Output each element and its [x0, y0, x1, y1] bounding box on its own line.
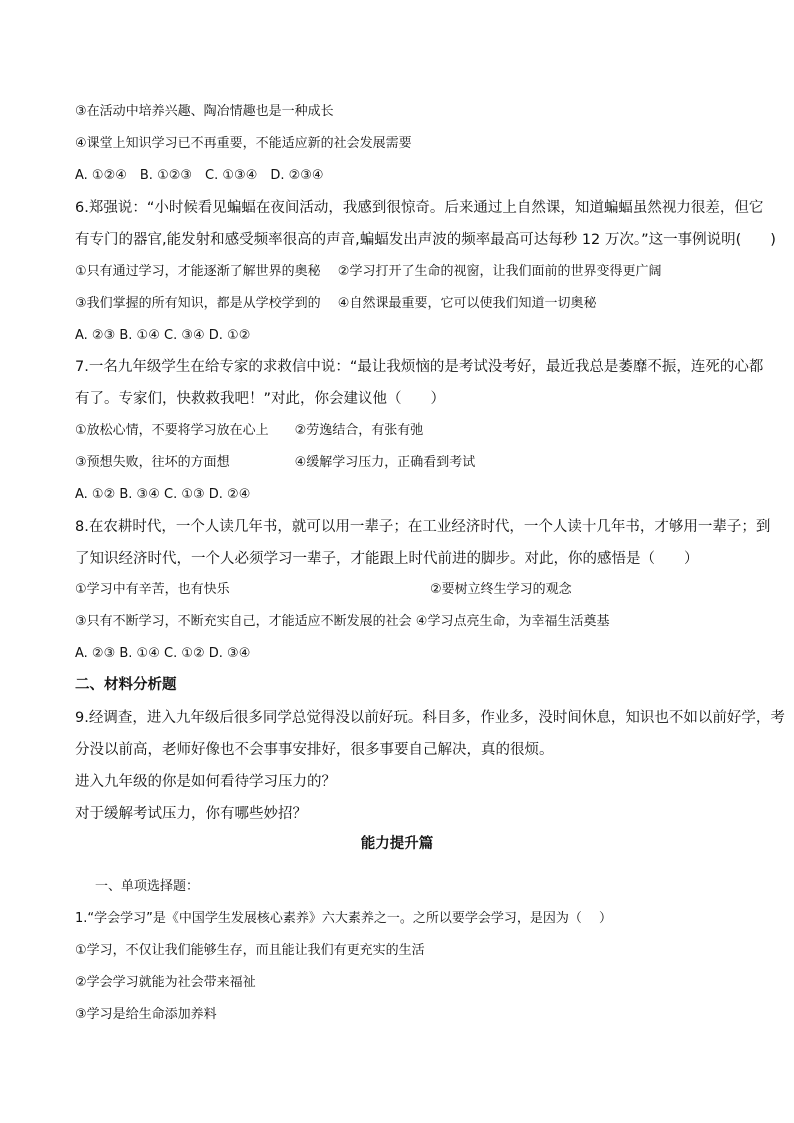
- question-8-line-1: 8.在农耕时代，一个人读几年书，就可以用一辈子；在工业经济时代，一个人读十几年书，才够用一辈子；到: [75, 519, 771, 535]
- option-line-3: ③在活动中培养兴趣、陶冶情趣也是一种成长: [75, 104, 334, 119]
- section-heading-material-analysis: 二、材料分析题: [75, 677, 177, 693]
- section-heading-single-choice: 一、单项选择题：: [95, 879, 200, 894]
- question-8-line-2: 了知识经济时代，一个人必须学习一辈子，才能跟上时代前进的脚步。对此，你的感悟是（ ）: [75, 551, 699, 567]
- question-8-options-3-4: ③只有不断学习，不断充实自己，才能适应不断发展的社会 ④学习点亮生命，为幸福生活奠基: [75, 614, 610, 629]
- question-9-sub-2: 对于缓解考试压力，你有哪些妙招？: [75, 806, 307, 822]
- section-title-ability-improvement: 能力提升篇: [360, 836, 434, 852]
- question-1-stem: 1.“学会学习”是《中国学生发展核心素养》六大素养之一。之所以要学会学习，是因为（ ）: [75, 911, 613, 926]
- question-6-options-3-4: ③我们掌握的所有知识，都是从学校学到的 ④自然课最重要，它可以使我们知道一切奥秘: [75, 296, 597, 311]
- question-7-options-1-2: ①放松心情，不要将学习放在心上 ②劳逸结合，有张有弛: [75, 423, 424, 438]
- question-9-line-2: 分没以前高，老师好像也不会事事安排好，很多事要自己解决，真的很烦。: [75, 742, 554, 758]
- question-7-line-1: 7.一名九年级学生在给专家的求救信中说：“最让我烦恼的是考试没考好，最近我总是萎靡不振，连死的心都: [75, 359, 764, 375]
- answer-choices-q8: A. ②③ B. ①④ C. ①② D. ③④: [75, 646, 251, 661]
- question-8-option-1: ①学习中有辛苦，也有快乐: [75, 582, 230, 597]
- question-6-options-1-2: ①只有通过学习，才能逐渐了解世界的奥秘 ②学习打开了生命的视窗，让我们面前的世界变得更广阔: [75, 264, 662, 279]
- answer-choices-q5: A. ①②④ B. ①②③ C. ①③④ D. ②③④: [75, 168, 324, 183]
- answer-choices-q7: A. ①② B. ③④ C. ①③ D. ②④: [75, 487, 251, 502]
- answer-choices-q6: A. ②③ B. ①④ C. ③④ D. ①②: [75, 328, 251, 343]
- question-7-line-2: 有了。专家们，快救救我吧！”对此，你会建议他（ ）: [75, 391, 446, 407]
- question-6-line-2: 有专门的器官,能发射和感受频率很高的声音,蝙蝠发出声波的频率最高可达每秒 12 万次。”这一事例说明( ): [75, 232, 776, 248]
- question-1-option-2: ②学会学习就能为社会带来福祉: [75, 975, 256, 990]
- question-9-line-1: 9.经调查，进入九年级后很多同学总觉得没以前好玩。科目多，作业多，没时间休息，知识也不如以前好学，考: [75, 710, 785, 726]
- question-1-option-1: ①学习，不仅让我们能够生存，而且能让我们有更充实的生活: [75, 943, 425, 958]
- question-9-sub-1: 进入九年级的你是如何看待学习压力的？: [75, 774, 336, 790]
- question-1-option-3: ③学习是给生命添加养料: [75, 1007, 217, 1022]
- question-6-line-1: 6.郑强说：“小时候看见蝙蝠在夜间活动，我感到很惊奇。后来通过上自然课，知道蝙蝠虽然视力很差，但它: [75, 200, 764, 216]
- question-8-option-2: ②要树立终生学习的观念: [430, 582, 572, 597]
- option-line-4: ④课堂上知识学习已不再重要，不能适应新的社会发展需要: [75, 136, 412, 151]
- question-7-options-3-4: ③预想失败，往坏的方面想 ④缓解学习压力，正确看到考试: [75, 455, 476, 470]
